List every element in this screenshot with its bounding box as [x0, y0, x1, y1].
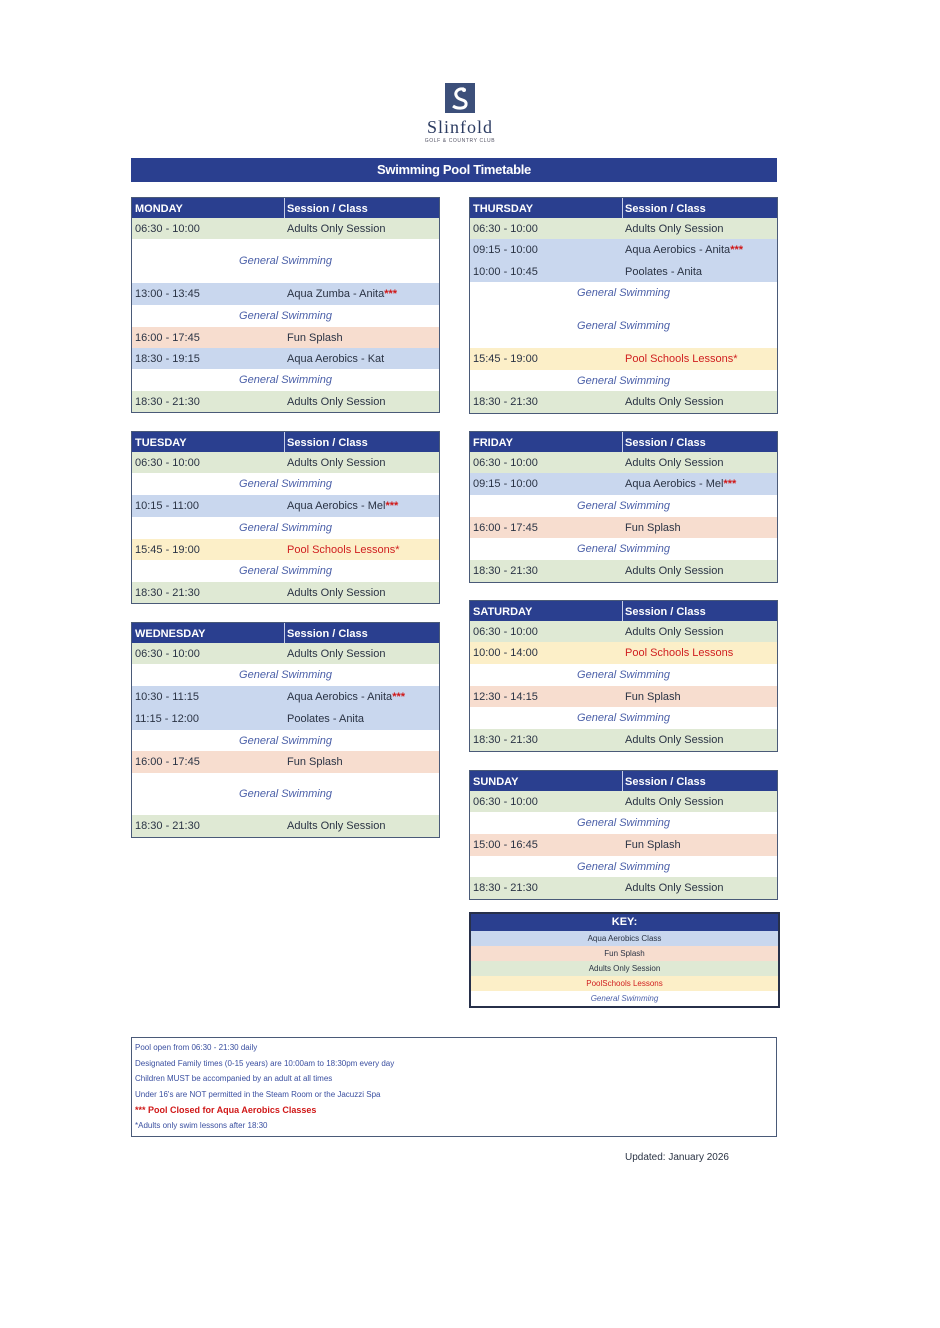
session-name	[287, 332, 343, 344]
general-swimming-label: General Swimming	[239, 788, 332, 800]
aqua-closure-stars: ***	[730, 244, 744, 256]
session-name	[287, 288, 397, 300]
aqua-closure-stars: ***	[384, 288, 398, 300]
session-label: Aqua Aerobics - Anita	[625, 244, 731, 256]
session-row	[132, 452, 439, 473]
header-divider	[622, 198, 623, 218]
general-swimming-row	[470, 495, 777, 517]
session-name	[287, 396, 385, 408]
session-row	[470, 686, 777, 707]
day-name: WEDNESDAY	[135, 628, 206, 640]
session-time: 10:00 - 14:00	[473, 647, 538, 659]
header-divider	[284, 623, 285, 643]
day-header	[470, 601, 777, 621]
session-row	[470, 834, 777, 856]
session-label: Poolates - Anita	[625, 266, 703, 278]
general-swimming-row	[132, 560, 439, 582]
general-swimming-row	[470, 707, 777, 729]
session-time: 06:30 - 10:00	[473, 457, 538, 469]
day-header	[132, 432, 439, 452]
session-row	[470, 218, 777, 239]
session-label: Pool Schools Lessons*	[287, 544, 400, 556]
day-name: MONDAY	[135, 203, 183, 215]
session-time: 16:00 - 17:45	[473, 522, 538, 534]
key-item-aqua: Aqua Aerobics Class	[471, 931, 778, 946]
general-swimming-row	[132, 239, 439, 283]
session-header: Session / Class	[625, 437, 706, 449]
note-pool-closed: *** Pool Closed for Aqua Aerobics Classes	[135, 1104, 317, 1115]
session-label: Adults Only Session	[625, 882, 724, 894]
session-name	[625, 478, 736, 490]
session-row	[132, 391, 439, 412]
header-divider	[284, 198, 285, 218]
session-time: 18:30 - 21:30	[135, 396, 200, 408]
note-under16: Under 16's are NOT permitted in the Steam Room or the Jacuzzi Spa	[135, 1090, 381, 1100]
header-divider	[284, 432, 285, 452]
session-name	[287, 587, 385, 599]
session-header: Session / Class	[625, 203, 706, 215]
session-time: 16:00 - 17:45	[135, 756, 200, 768]
key-item-school: PoolSchools Lessons	[471, 976, 778, 991]
session-name	[625, 266, 702, 278]
session-time: 18:30 - 21:30	[135, 587, 200, 599]
session-row	[470, 621, 777, 642]
session-row	[132, 708, 439, 730]
session-time: 10:15 - 11:00	[135, 500, 200, 512]
session-label: Aqua Aerobics - Mel	[625, 478, 724, 490]
session-row	[470, 391, 777, 413]
session-name	[625, 565, 723, 577]
session-time: 09:15 - 10:00	[473, 478, 538, 490]
session-row	[470, 877, 777, 899]
session-name	[287, 223, 385, 235]
general-swimming-row	[470, 812, 777, 834]
general-swimming-label: General Swimming	[239, 669, 332, 681]
session-label: Adults Only Session	[287, 587, 386, 599]
session-label: Aqua Aerobics - Anita	[287, 691, 393, 703]
session-row	[470, 348, 777, 370]
general-swimming-row	[132, 517, 439, 539]
general-swimming-label: General Swimming	[239, 735, 332, 747]
general-swimming-row	[470, 370, 777, 391]
day-header	[470, 198, 777, 218]
session-name	[625, 244, 743, 256]
day-name: SUNDAY	[473, 776, 519, 788]
session-time: 10:00 - 10:45	[473, 266, 538, 278]
day-table-thursday	[469, 197, 778, 414]
session-header: Session / Class	[625, 606, 706, 618]
general-swimming-label: General Swimming	[577, 320, 670, 332]
general-swimming-label: General Swimming	[577, 375, 670, 387]
session-time: 10:30 - 11:15	[135, 691, 200, 703]
session-time: 16:00 - 17:45	[135, 332, 200, 344]
session-header: Session / Class	[625, 776, 706, 788]
session-label: Pool Schools Lessons*	[625, 353, 738, 365]
aqua-closure-stars: ***	[723, 478, 737, 490]
session-time: 15:45 - 19:00	[473, 353, 538, 365]
page-title: Swimming Pool Timetable	[131, 158, 777, 182]
updated-date: Updated: January 2026	[625, 1152, 729, 1163]
session-name	[287, 756, 343, 768]
general-swimming-label: General Swimming	[239, 478, 332, 490]
general-swimming-row	[132, 369, 439, 391]
session-name	[625, 223, 723, 235]
session-label: Adults Only Session	[625, 565, 724, 577]
logo-name: Slinfold	[426, 117, 493, 137]
session-time: 06:30 - 10:00	[473, 626, 538, 638]
day-table-saturday	[469, 600, 778, 752]
day-header	[132, 198, 439, 218]
session-label: Adults Only Session	[287, 820, 386, 832]
session-time: 06:30 - 10:00	[473, 223, 538, 235]
note-opening: Pool open from 06:30 - 21:30 daily	[135, 1043, 258, 1052]
general-swimming-label: General Swimming	[239, 374, 332, 386]
session-row	[470, 261, 777, 282]
session-row	[132, 643, 439, 664]
session-label: Pool Schools Lessons	[625, 647, 734, 659]
session-row	[470, 473, 777, 495]
general-swimming-label: General Swimming	[577, 817, 670, 829]
session-label: Adults Only Session	[625, 457, 724, 469]
session-header: Session / Class	[287, 628, 368, 640]
session-time: 06:30 - 10:00	[135, 648, 200, 660]
session-header: Session / Class	[287, 437, 368, 449]
session-name	[625, 691, 681, 703]
session-label: Fun Splash	[287, 332, 343, 344]
key-title: KEY:	[471, 914, 778, 931]
session-label: Adults Only Session	[287, 648, 386, 660]
session-name	[287, 648, 385, 660]
session-name	[625, 882, 723, 894]
session-label: Aqua Aerobics - Kat	[287, 353, 385, 365]
session-name	[625, 522, 681, 534]
day-table-wednesday	[131, 622, 440, 838]
session-time: 06:30 - 10:00	[135, 457, 200, 469]
session-name	[287, 353, 384, 365]
session-row	[470, 560, 777, 582]
session-row	[132, 283, 439, 305]
session-label: Adults Only Session	[287, 396, 386, 408]
general-swimming-row	[470, 538, 777, 560]
day-table-tuesday	[131, 431, 440, 604]
session-label: Adults Only Session	[625, 796, 724, 808]
session-name	[287, 820, 385, 832]
session-label: Aqua Zumba - Anita	[287, 288, 385, 300]
session-name	[287, 713, 364, 725]
note-adult-lessons: *Adults only swim lessons after 18:30	[135, 1121, 268, 1131]
general-swimming-row	[132, 473, 439, 495]
note-children: Children MUST be accompanied by an adult at all times	[135, 1074, 333, 1084]
session-time: 15:00 - 16:45	[473, 839, 538, 851]
day-name: TUESDAY	[135, 437, 187, 449]
session-time: 18:30 - 21:30	[473, 734, 538, 746]
header-divider	[622, 432, 623, 452]
session-row	[470, 791, 777, 812]
session-label: Adults Only Session	[625, 223, 724, 235]
session-time: 18:30 - 19:15	[135, 353, 200, 365]
session-name	[625, 457, 723, 469]
notes-box	[131, 1037, 777, 1137]
key-item-adult: Adults Only Session	[471, 961, 778, 976]
session-time: 18:30 - 21:30	[473, 396, 538, 408]
aqua-closure-stars: ***	[392, 691, 406, 703]
session-header: Session / Class	[287, 203, 368, 215]
general-swimming-row	[132, 773, 439, 815]
session-row	[132, 327, 439, 348]
session-row	[132, 815, 439, 837]
general-swimming-row	[470, 304, 777, 348]
general-swimming-row	[132, 730, 439, 751]
session-label: Adults Only Session	[625, 396, 724, 408]
session-name	[625, 626, 723, 638]
session-label: Fun Splash	[625, 691, 681, 703]
general-swimming-label: General Swimming	[577, 712, 670, 724]
session-label: Fun Splash	[625, 522, 681, 534]
day-header	[470, 432, 777, 452]
logo-subtitle: GOLF & COUNTRY CLUB	[424, 138, 496, 144]
session-time: 06:30 - 10:00	[473, 796, 538, 808]
session-row	[132, 686, 439, 708]
session-name	[625, 647, 733, 659]
session-row	[470, 517, 777, 538]
general-swimming-row	[132, 664, 439, 686]
session-time: 13:00 - 13:45	[135, 288, 200, 300]
session-label: Fun Splash	[625, 839, 681, 851]
session-name	[287, 457, 385, 469]
session-time: 18:30 - 21:30	[473, 565, 538, 577]
session-name	[287, 500, 398, 512]
key-legend	[469, 912, 780, 1008]
session-time: 09:15 - 10:00	[473, 244, 538, 256]
header-divider	[622, 601, 623, 621]
session-row	[470, 239, 777, 261]
session-time: 12:30 - 14:15	[473, 691, 538, 703]
general-swimming-label: General Swimming	[577, 861, 670, 873]
session-row	[470, 452, 777, 473]
session-time: 06:30 - 10:00	[135, 223, 200, 235]
general-swimming-label: General Swimming	[577, 500, 670, 512]
day-name: FRIDAY	[473, 437, 513, 449]
general-swimming-row	[470, 282, 777, 304]
session-name	[625, 734, 723, 746]
session-name	[625, 839, 681, 851]
session-row	[132, 495, 439, 517]
general-swimming-label: General Swimming	[577, 287, 670, 299]
day-table-friday	[469, 431, 778, 583]
session-label: Aqua Aerobics - Mel	[287, 500, 386, 512]
aqua-closure-stars: ***	[385, 500, 399, 512]
day-header	[132, 623, 439, 643]
general-swimming-label: General Swimming	[577, 669, 670, 681]
club-logo	[395, 80, 525, 152]
general-swimming-row	[470, 664, 777, 686]
session-label: Fun Splash	[287, 756, 343, 768]
general-swimming-row	[132, 305, 439, 327]
session-row	[132, 582, 439, 603]
session-row	[132, 218, 439, 239]
session-row	[132, 751, 439, 773]
session-name	[625, 353, 738, 365]
session-name	[625, 396, 723, 408]
session-time: 11:15 - 12:00	[135, 713, 200, 725]
general-swimming-row	[470, 856, 777, 877]
day-header	[470, 771, 777, 791]
session-row	[470, 729, 777, 751]
day-name: SATURDAY	[473, 606, 533, 618]
key-item-fun: Fun Splash	[471, 946, 778, 961]
session-label: Adults Only Session	[287, 223, 386, 235]
day-table-monday	[131, 197, 440, 413]
session-name	[287, 691, 405, 703]
general-swimming-label: General Swimming	[239, 565, 332, 577]
key-item-general: General Swimming	[471, 991, 778, 1006]
general-swimming-label: General Swimming	[239, 522, 332, 534]
session-time: 18:30 - 21:30	[135, 820, 200, 832]
general-swimming-label: General Swimming	[239, 310, 332, 322]
general-swimming-label: General Swimming	[239, 255, 332, 267]
session-label: Poolates - Anita	[287, 713, 365, 725]
day-table-sunday	[469, 770, 778, 900]
session-name	[287, 544, 400, 556]
session-label: Adults Only Session	[287, 457, 386, 469]
swan-logo-icon	[445, 83, 475, 113]
header-divider	[622, 771, 623, 791]
session-row	[470, 642, 777, 664]
session-time: 15:45 - 19:00	[135, 544, 200, 556]
session-name	[625, 796, 723, 808]
session-time: 18:30 - 21:30	[473, 882, 538, 894]
general-swimming-label: General Swimming	[577, 543, 670, 555]
session-row	[132, 348, 439, 369]
note-family: Designated Family times (0-15 years) are 10:00am to 18:30pm every day	[135, 1058, 395, 1068]
session-label: Adults Only Session	[625, 734, 724, 746]
day-name: THURSDAY	[473, 203, 534, 215]
session-label: Adults Only Session	[625, 626, 724, 638]
session-row	[132, 539, 439, 560]
